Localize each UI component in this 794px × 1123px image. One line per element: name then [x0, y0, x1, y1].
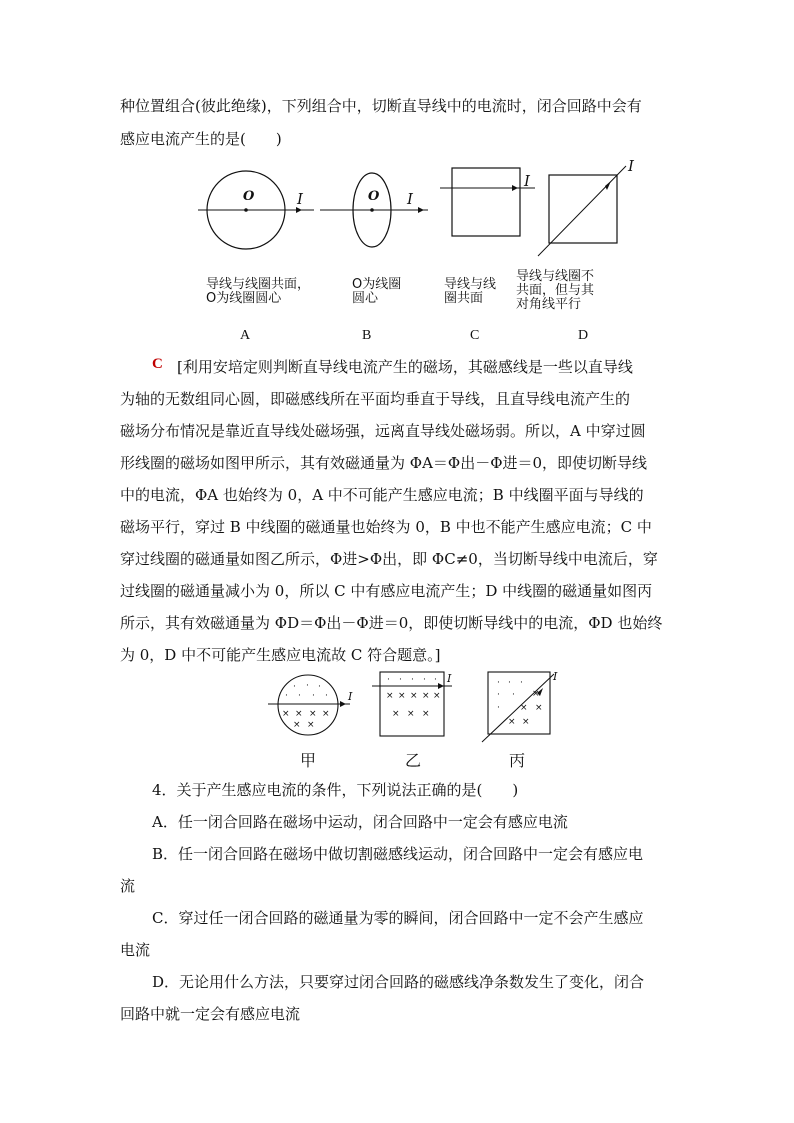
figure-bing-drawing — [482, 672, 554, 742]
svg-text:×: × — [422, 709, 430, 719]
svg-text:×: × — [522, 717, 530, 727]
caption-line: 导线与线圈不 — [516, 269, 595, 284]
svg-text:·: · — [306, 681, 309, 691]
svg-text:×: × — [433, 691, 441, 701]
svg-text:·: · — [497, 703, 500, 713]
svg-text:×: × — [535, 703, 543, 713]
q4-stem: 4．关于产生感应电流的条件，下列说法正确的是( ) — [152, 781, 519, 799]
svg-text:×: × — [307, 720, 315, 730]
answer-letter: C — [152, 356, 163, 372]
option-c-letter: C — [470, 328, 480, 343]
caption-line: 圆心 — [352, 291, 379, 306]
q3-stem-line-1: 种位置组合(彼此绝缘)，下列组合中，切断直导线中的电流时，闭合回路中会有 — [120, 97, 642, 115]
caption-line: 共面，但与其 — [516, 283, 595, 298]
svg-text:×: × — [293, 720, 301, 730]
svg-text:·: · — [520, 678, 523, 688]
svg-text:·: · — [318, 682, 321, 692]
svg-text:×: × — [532, 689, 540, 699]
svg-text:·: · — [434, 675, 437, 685]
option-d-letter: D — [578, 328, 589, 343]
option-b-current-label: I — [407, 190, 413, 208]
q4-option-b-line-2: 流 — [120, 877, 136, 895]
svg-text:·: · — [312, 691, 315, 701]
answer-line: 中的电流，ΦA 也始终为 0，A 中不可能产生感应电流；B 中线圈平面与导线的 — [120, 486, 644, 504]
caption-line: O为线圈 — [352, 277, 402, 292]
option-b-center-label: O — [368, 189, 380, 204]
svg-text:×: × — [410, 691, 418, 701]
svg-text:×: × — [398, 691, 406, 701]
answer-line: 为 0，D 中不可能产生感应电流故 C 符合题意。] — [120, 646, 441, 664]
figure-yi-drawing — [372, 672, 452, 736]
svg-text:·: · — [497, 690, 500, 700]
q4-option-d-line-1: D．无论用什么方法，只要穿过闭合回路的磁感线净条数发生了变化，闭合 — [152, 973, 645, 991]
caption-line: 圈共面 — [444, 291, 484, 306]
svg-text:·: · — [293, 682, 296, 692]
svg-text:·: · — [497, 678, 500, 688]
svg-text:×: × — [322, 709, 330, 719]
answer-line: 穿过线圈的磁通量如图乙所示，Φ进>Φ出，即 ΦC≠0，当切断导线中电流后，穿 — [120, 550, 658, 568]
svg-text:·: · — [399, 675, 402, 685]
svg-text:·: · — [411, 675, 414, 685]
answer-line: 磁场分布情况是靠近直导线处磁场强，远离直导线处磁场弱。所以，A 中穿过圆 — [120, 422, 646, 440]
answer-line: 过线圈的磁通量减小为 0，所以 C 中有感应电流产生；D 中线圈的磁通量如图丙 — [120, 582, 653, 600]
answer-line: [利用安培定则判断直导线电流产生的磁场，其磁感线是一些以直导线 — [177, 358, 633, 376]
svg-text:·: · — [325, 691, 328, 701]
svg-text:·: · — [508, 678, 511, 688]
figure-yi-label: 乙 — [405, 751, 422, 770]
svg-text:×: × — [282, 709, 290, 719]
q3-stem-line-2: 感应电流产生的是( ) — [120, 130, 282, 148]
q4-option-d-line-2: 回路中就一定会有感应电流 — [120, 1005, 301, 1023]
answer-line: 为轴的无数组同心圆，即磁感线所在平面均垂直于导线，且直导线电流产生的 — [120, 390, 631, 408]
svg-text:×: × — [309, 709, 317, 719]
svg-text:·: · — [512, 690, 515, 700]
svg-text:×: × — [520, 703, 528, 713]
figure-bing-current-label: I — [553, 670, 558, 683]
caption-line: 导线与线圈共面， — [206, 277, 311, 292]
q4-option-a: A．任一闭合回路在磁场中运动，闭合回路中一定会有感应电流 — [152, 813, 568, 831]
svg-text:×: × — [295, 709, 303, 719]
svg-text:×: × — [392, 709, 400, 719]
svg-text:×: × — [386, 691, 394, 701]
answer-line: 所示，其有效磁通量为 ΦD＝Φ出－Φ进＝0，即使切断导线中的电流，ΦD 也始终 — [120, 614, 663, 632]
option-d-current-label: I — [628, 157, 634, 175]
svg-text:·: · — [387, 675, 390, 685]
option-a-center-label: O — [243, 189, 255, 204]
svg-text:·: · — [298, 691, 301, 701]
option-c-current-label: I — [524, 172, 530, 190]
option-b-letter: B — [362, 328, 372, 343]
caption-line: 导线与线 — [444, 277, 497, 292]
option-a-letter: A — [240, 328, 251, 343]
svg-text:×: × — [407, 709, 415, 719]
caption-line: 对角线平行 — [516, 297, 582, 312]
answer-line: 形线圈的磁场如图甲所示，其有效磁通量为 ΦA＝Φ出－Φ进＝0，即使切断导线 — [120, 454, 648, 472]
figure-jia-drawing — [268, 675, 353, 735]
svg-text:·: · — [285, 691, 288, 701]
svg-text:·: · — [423, 675, 426, 685]
caption-line: O为线圈圆心 — [206, 291, 282, 306]
q4-option-c-line-1: C．穿过任一闭合回路的磁通量为零的瞬间，闭合回路中一定不会产生感应 — [152, 909, 644, 927]
q4-option-b-line-1: B．任一闭合回路在磁场中做切割磁感线运动，闭合回路中一定会有感应电 — [152, 845, 644, 863]
option-a-current-label: I — [297, 190, 303, 208]
figure-yi-current-label: I — [447, 672, 452, 685]
figure-jia-label: 甲 — [300, 751, 317, 770]
answer-line: 磁场平行，穿过 B 中线圈的磁通量也始终为 0，B 中也不能产生感应电流；C 中 — [120, 518, 652, 536]
figure-jia-current-label: I — [348, 690, 353, 703]
svg-text:×: × — [422, 691, 430, 701]
svg-text:×: × — [508, 717, 516, 727]
figure-bing-label: 丙 — [509, 751, 526, 770]
q4-option-c-line-2: 电流 — [120, 941, 151, 959]
